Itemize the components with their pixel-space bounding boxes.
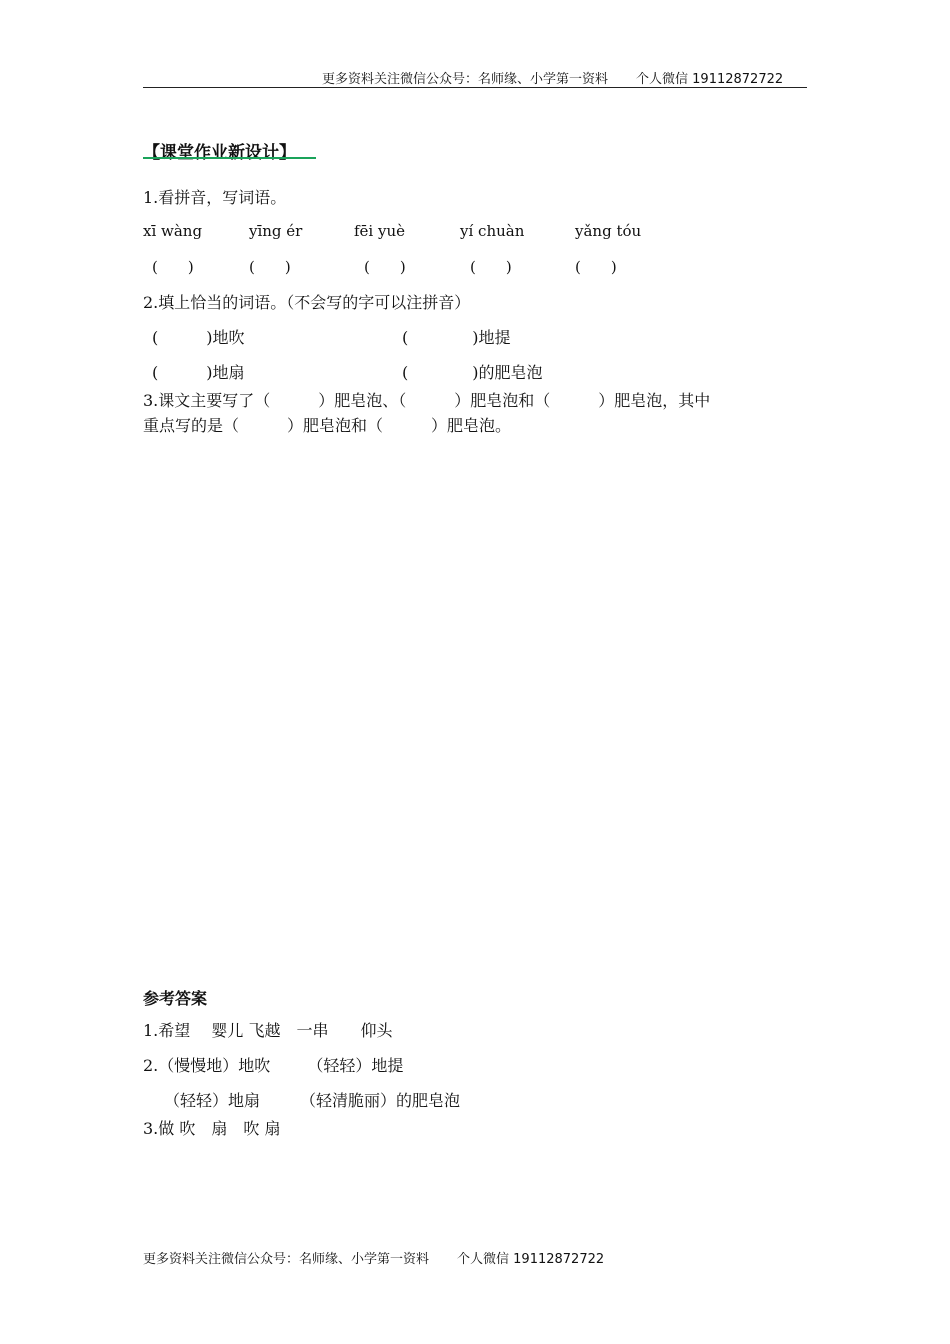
footer-text: 更多资料关注微信公众号：名师缘、小学第一资料 [143, 1252, 430, 1267]
pinyin-2: yīng ér [249, 222, 303, 240]
fill-item-1 [152, 325, 245, 348]
fill-item-2 [402, 325, 511, 348]
question-3-line-2: 重点写的是（ ）肥皂泡和（ ）肥皂泡。 [143, 416, 512, 435]
answer-blank-5: ( ) [575, 258, 617, 276]
header-wechat: 个人微信 19112872722 [636, 72, 784, 87]
footer-wechat: 个人微信 19112872722 [457, 1252, 605, 1267]
pinyin-1: xī wàng [143, 222, 203, 240]
fill-item-2-blank: ( ) [402, 328, 479, 347]
header-text: 更多资料关注微信公众号：名师缘、小学第一资料 [322, 72, 609, 87]
fill-item-4-text: 的肥皂泡 [478, 363, 543, 382]
answer-blank-2: ( ) [249, 258, 291, 276]
answer-2-line-1: 2.（慢慢地）地吹 （轻轻）地提 [143, 1056, 404, 1075]
page-header [322, 68, 783, 87]
pinyin-4: yí chuàn [460, 222, 525, 240]
question-2-title: 2.填上恰当的词语。（不会写的字可以注拼音） [143, 293, 471, 312]
answer-blank-4: ( ) [470, 258, 512, 276]
pinyin-5: yǎng tóu [575, 222, 642, 240]
answer-blank-3: ( ) [364, 258, 406, 276]
answer-3: 3.做 吹 扇 吹 扇 [143, 1119, 281, 1138]
section-title-underline [143, 157, 316, 159]
page-footer [143, 1248, 604, 1267]
fill-item-4-blank: ( ) [402, 363, 479, 382]
question-3-line-1: 3.课文主要写了（ ）肥皂泡、（ ）肥皂泡和（ ）肥皂泡，其中 [143, 391, 711, 410]
fill-item-3-text: 地扇 [212, 363, 245, 382]
pinyin-3: fēi yuè [354, 222, 406, 240]
section-title: 【课堂作业新设计】 [143, 143, 296, 163]
answer-1: 1.希望 婴儿 飞越 一串 仰头 [143, 1021, 393, 1040]
fill-item-4 [402, 360, 543, 383]
header-divider [143, 87, 807, 88]
fill-item-3-blank: ( ) [152, 363, 213, 382]
question-1-title: 1.看拼音，写词语。 [143, 188, 287, 207]
fill-item-1-text: 地吹 [212, 328, 245, 347]
answer-blank-1: ( ) [152, 258, 194, 276]
answer-2-line-2: （轻轻）地扇 （轻清脆丽）的肥皂泡 [164, 1091, 461, 1110]
fill-item-1-blank: ( ) [152, 328, 213, 347]
fill-item-2-text: 地提 [478, 328, 511, 347]
fill-item-3 [152, 360, 245, 383]
answers-title: 参考答案 [143, 989, 208, 1008]
